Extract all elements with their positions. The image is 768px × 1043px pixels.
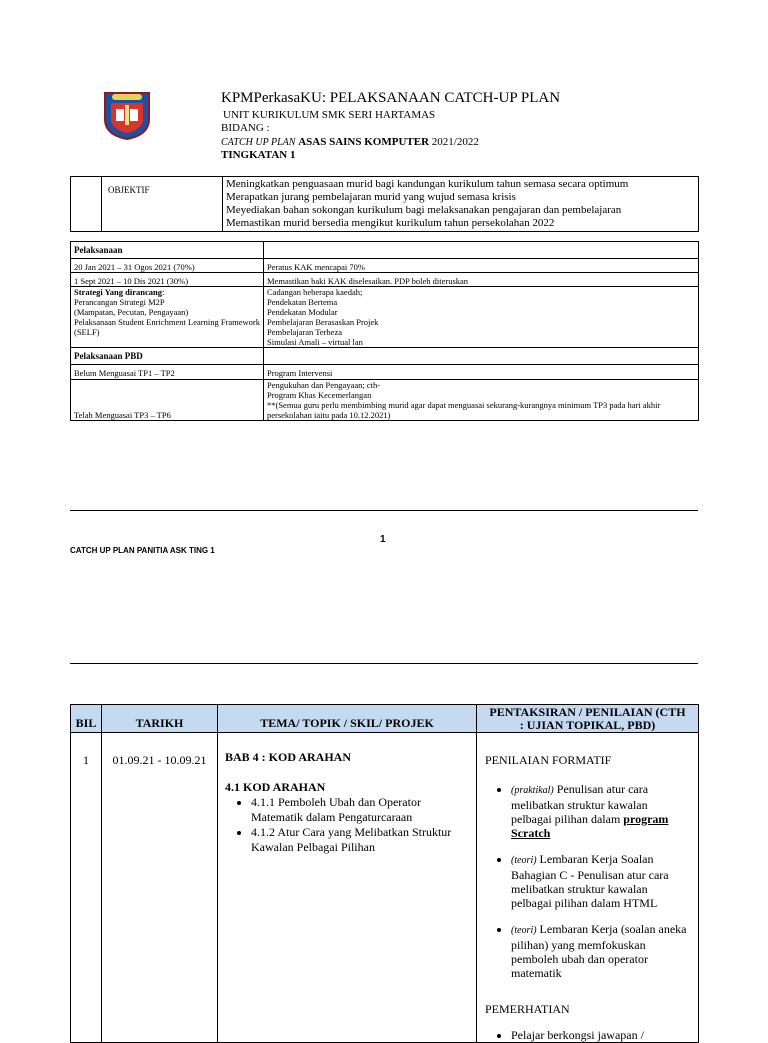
strategi-left-cell: Strategi Yang dirancang: Perancangan Strategi M2P (Mampatan, Pecutan, Pengayaan) Pelaksanaan Student Enrichment Learning Framework (SELF) bbox=[71, 287, 264, 348]
catch-prefix: CATCH UP PLAN bbox=[221, 137, 296, 148]
list-item bbox=[511, 852, 690, 910]
school-crest-logo bbox=[101, 89, 153, 141]
pelaksanaan-period: 1 Sept 2021 – 10 Dis 2021 (30%) bbox=[71, 273, 264, 287]
list-item: • 4.1.2 Atur Cara yang Melibatkan Struktur Kawalan Pelbagai Pilihan bbox=[251, 825, 470, 855]
pbd-header-blank bbox=[264, 348, 699, 365]
row-bil: 1 bbox=[71, 733, 102, 1043]
assessment-type: (teori) bbox=[511, 855, 537, 866]
list-item bbox=[511, 782, 690, 840]
pbd-header: Pelaksanaan PBD bbox=[71, 348, 264, 365]
kaedah-item: Pembelajaran Terbeza bbox=[267, 327, 342, 337]
plan-table bbox=[70, 704, 699, 1043]
objektif-line: Merapatkan jurang pembelajaran murid yang wujud semasa krisis bbox=[226, 191, 516, 203]
kaedah-item: Cadangan beberapa kaedah; bbox=[267, 287, 363, 297]
penilaian-formatif-heading: PENILAIAN FORMATIF bbox=[485, 753, 612, 767]
pemerhatian-heading: PEMERHATIAN bbox=[485, 1002, 570, 1016]
pemerhatian-list bbox=[485, 1028, 690, 1042]
strategi-right-cell bbox=[264, 287, 699, 348]
kaedah-item: Pembelajaran Berasaskan Projek bbox=[267, 317, 379, 327]
pbd-action: Program Intervensi bbox=[264, 365, 699, 380]
pbd-note: **(Semua guru perlu membimbing murid agar dapat menguasai sekurang-kurangnya minimum TP3 pada hari akhir persekolahan iaitu pada 10.12.2021) bbox=[267, 400, 661, 420]
unit-line: UNIT KURIKULUM SMK SERI HARTAMAS bbox=[223, 109, 436, 121]
objektif-line: Memastikan murid bersedia mengikut kurikulum tahun persekolahan 2022 bbox=[226, 217, 555, 229]
objektif-blank-cell bbox=[71, 177, 102, 232]
row-tema-cell bbox=[218, 733, 477, 1043]
list-item bbox=[511, 922, 690, 980]
catch-up-subject-line bbox=[221, 136, 479, 149]
strategi-item: Perancangan Strategi M2P bbox=[74, 297, 165, 307]
pelaksanaan-target: Memastikan baki KAK diselesaikan. PDP boleh diteruskan bbox=[264, 273, 699, 287]
assessment-emphasis: program Scratch bbox=[511, 812, 669, 840]
kaedah-item: Pendekatan Modular bbox=[267, 307, 338, 317]
subject-name: ASAS SAINS KOMPUTER bbox=[298, 136, 430, 148]
objektif-label: OBJEKTIF bbox=[102, 177, 223, 232]
list-item: • 4.1.1 Pemboleh Ubah dan Operator Matematik dalam Pengaturcaraan bbox=[251, 795, 470, 825]
page-divider bbox=[70, 663, 698, 664]
page-number: 1 bbox=[380, 534, 386, 545]
table-row bbox=[71, 733, 699, 1043]
pbd-level: Telah Menguasai TP3 – TP6 bbox=[71, 380, 264, 421]
pelaksanaan-period: 20 Jan 2021 – 31 Ogos 2021 (70%) bbox=[71, 259, 264, 273]
pbd-action: Program Khas Kecemerlangan bbox=[267, 390, 372, 400]
subtopic-title: 4.1 KOD ARAHAN bbox=[225, 780, 326, 794]
row-tarikh: 01.09.21 - 10.09.21 bbox=[102, 733, 218, 1043]
page-footer: CATCH UP PLAN PANITIA ASK TING 1 bbox=[70, 546, 215, 555]
assessment-text: Penulisan atur cara melibatkan struktur kawalan pelbagai pilihan dalam bbox=[511, 782, 649, 826]
column-header-pentaksiran: PENTAKSIRAN / PENILAIAN (CTH : UJIAN TOPIKAL, PBD) bbox=[477, 705, 699, 733]
assessment-text: Lembaran Kerja Soalan Bahagian C - Penulisan atur cara melibatkan struktur kawalan pelbagai pilihan dalam HTML bbox=[511, 852, 669, 910]
tingkatan-line: TINGKATAN 1 bbox=[221, 149, 296, 161]
assessment-text: Lembaran Kerja (soalan aneka pilihan) yang memfokuskan pemboleh ubah dan operator matematik bbox=[511, 922, 687, 980]
objektif-lines-cell bbox=[223, 177, 699, 232]
column-header-tarikh: TARIKH bbox=[102, 705, 218, 733]
pelaksanaan-table bbox=[70, 241, 699, 421]
assessment-type: (praktikal) bbox=[511, 785, 554, 796]
document-title: KPMPerkasaKU: PELAKSANAAN CATCH-UP PLAN bbox=[221, 90, 561, 106]
objektif-line: Meyediakan bahan sokongan kurikulum bagi melaksanakan pengajaran dan pembelajaran bbox=[226, 204, 622, 216]
list-item: • Pelajar berkongsi jawapan / bbox=[511, 1028, 690, 1042]
assessment-type: (teori) bbox=[511, 925, 537, 936]
pelaksanaan-target: Peratus KAK mencapai 70% bbox=[264, 259, 699, 273]
strategi-item: (Mampatan, Pecutan, Pengayaan) bbox=[74, 307, 189, 317]
objektif-table bbox=[70, 176, 699, 232]
pelaksanaan-header-blank bbox=[264, 242, 699, 259]
row-pentaksiran-cell bbox=[477, 733, 699, 1043]
pbd-action-cell bbox=[264, 380, 699, 421]
column-header-tema: TEMA/ TOPIK / SKIL/ PROJEK bbox=[218, 705, 477, 733]
kaedah-item: Simulasi Amali – virtual lan bbox=[267, 337, 363, 347]
objektif-line: Meningkatkan penguasaan murid bagi kandungan kurikulum tahun semasa secara optimum bbox=[226, 178, 629, 190]
bidang-line: BIDANG : bbox=[221, 122, 270, 134]
column-header-bil: BIL bbox=[71, 705, 102, 733]
strategi-item: Pelaksanaan Student Enrichment Learning Framework (SELF) bbox=[74, 317, 260, 337]
pbd-action: Pengukuhan dan Pengayaan; cth- bbox=[267, 380, 381, 390]
pelaksanaan-header: Pelaksanaan bbox=[71, 242, 264, 259]
strategi-label: Strategi Yang dirancang bbox=[74, 287, 162, 297]
topic-list bbox=[225, 795, 470, 855]
kaedah-item: Pendekatan Bertema bbox=[267, 297, 338, 307]
chapter-title: BAB 4 : KOD ARAHAN bbox=[225, 750, 352, 764]
academic-year: 2021/2022 bbox=[431, 136, 479, 148]
page-divider bbox=[70, 510, 698, 511]
formatif-list bbox=[485, 782, 690, 980]
pbd-level: Belum Menguasai TP1 – TP2 bbox=[71, 365, 264, 380]
